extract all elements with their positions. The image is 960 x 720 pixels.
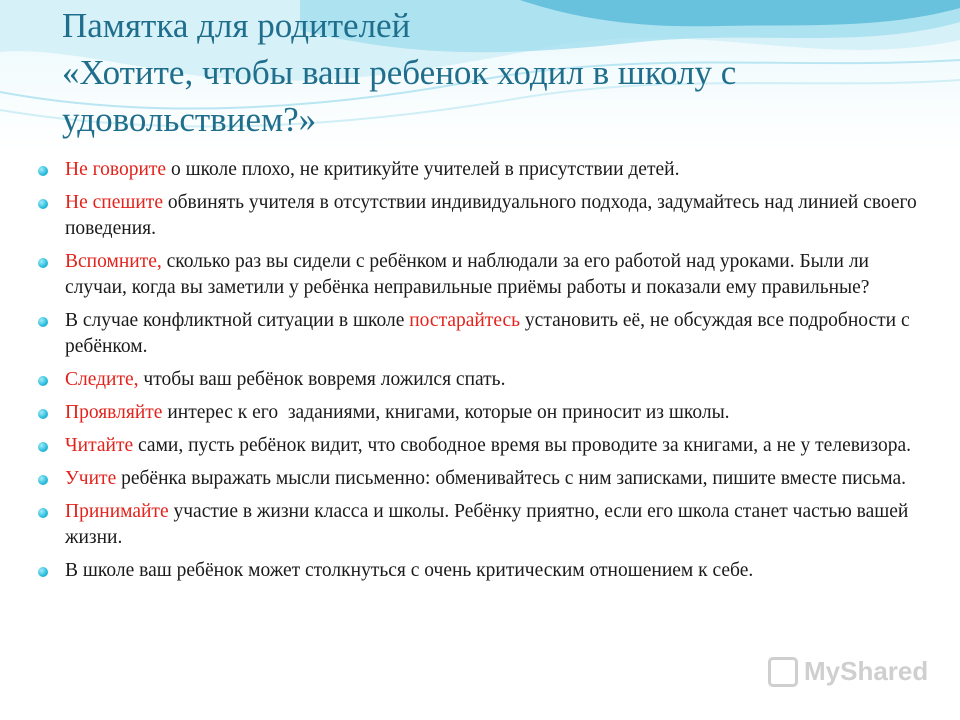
item-highlight: Читайте <box>65 435 134 456</box>
title-line-2: «Хотите, чтобы ваш ребенок ходил в школу с <box>62 53 737 92</box>
list-item <box>38 499 933 551</box>
watermark-logo-icon <box>768 657 798 687</box>
title-line-3: удовольствием?» <box>62 100 317 139</box>
bullet-icon <box>38 409 48 419</box>
bullet-icon <box>38 567 48 577</box>
item-prefix: В случае конфликтной ситуации в школе <box>65 310 410 331</box>
item-text: установить её, не обсуждая все подробности с ребёнком. <box>65 310 910 357</box>
list-item <box>38 466 933 492</box>
watermark-text: MyShared <box>804 656 929 686</box>
bullet-icon <box>38 508 48 518</box>
list-item <box>38 249 933 301</box>
item-text: о школе плохо, не критикуйте учителей в присутствии детей. <box>166 159 680 180</box>
item-highlight: постарайтесь <box>409 310 521 331</box>
watermark <box>768 656 928 687</box>
bullet-icon <box>38 199 48 209</box>
advice-list <box>38 157 933 591</box>
item-highlight: Учите <box>65 468 117 489</box>
list-item <box>38 367 933 393</box>
list-item <box>38 157 933 183</box>
item-text: интерес к его заданиями, книгами, которые он приносит из школы. <box>162 402 730 423</box>
item-text: сами, пусть ребёнок видит, что свободное время вы проводите за книгами, а не у телевизора. <box>133 435 911 456</box>
list-item <box>38 308 933 360</box>
item-text: чтобы ваш ребёнок вовремя ложился спать. <box>138 369 506 390</box>
item-highlight: Следите, <box>65 369 139 390</box>
list-item <box>38 558 933 584</box>
item-highlight: Принимайте <box>65 501 169 522</box>
bullet-icon <box>38 442 48 452</box>
bullet-icon <box>38 376 48 386</box>
bullet-icon <box>38 166 48 176</box>
title-line-1: Памятка для родителей <box>62 6 411 45</box>
item-text: участие в жизни класса и школы. Ребёнку приятно, если его школа станет частью вашей жизни. <box>65 501 909 548</box>
slide-title <box>62 2 942 143</box>
list-item <box>38 433 933 459</box>
bullet-icon <box>38 317 48 327</box>
item-highlight: Не спешите <box>65 192 163 213</box>
item-highlight: Вспомните, <box>65 251 162 272</box>
list-item <box>38 190 933 242</box>
list-item <box>38 400 933 426</box>
bullet-icon <box>38 258 48 268</box>
bullet-icon <box>38 475 48 485</box>
item-text: обвинять учителя в отсутствии индивидуального подхода, задумайтесь над линией своего поведения. <box>65 192 917 239</box>
item-highlight: Не говорите <box>65 159 167 180</box>
item-highlight: Проявляйте <box>65 402 163 423</box>
item-text: В школе ваш ребёнок может столкнуться с очень критическим отношением к себе. <box>65 560 754 581</box>
item-text: сколько раз вы сидели с ребёнком и наблюдали за его работой над уроками. Были ли случаи, когда вы заметили у ребёнка неправильные приёмы работы и показали ему правильные? <box>65 251 870 298</box>
item-text: ребёнка выражать мысли письменно: обменивайтесь с ним записками, пишите вместе письма. <box>116 468 906 489</box>
